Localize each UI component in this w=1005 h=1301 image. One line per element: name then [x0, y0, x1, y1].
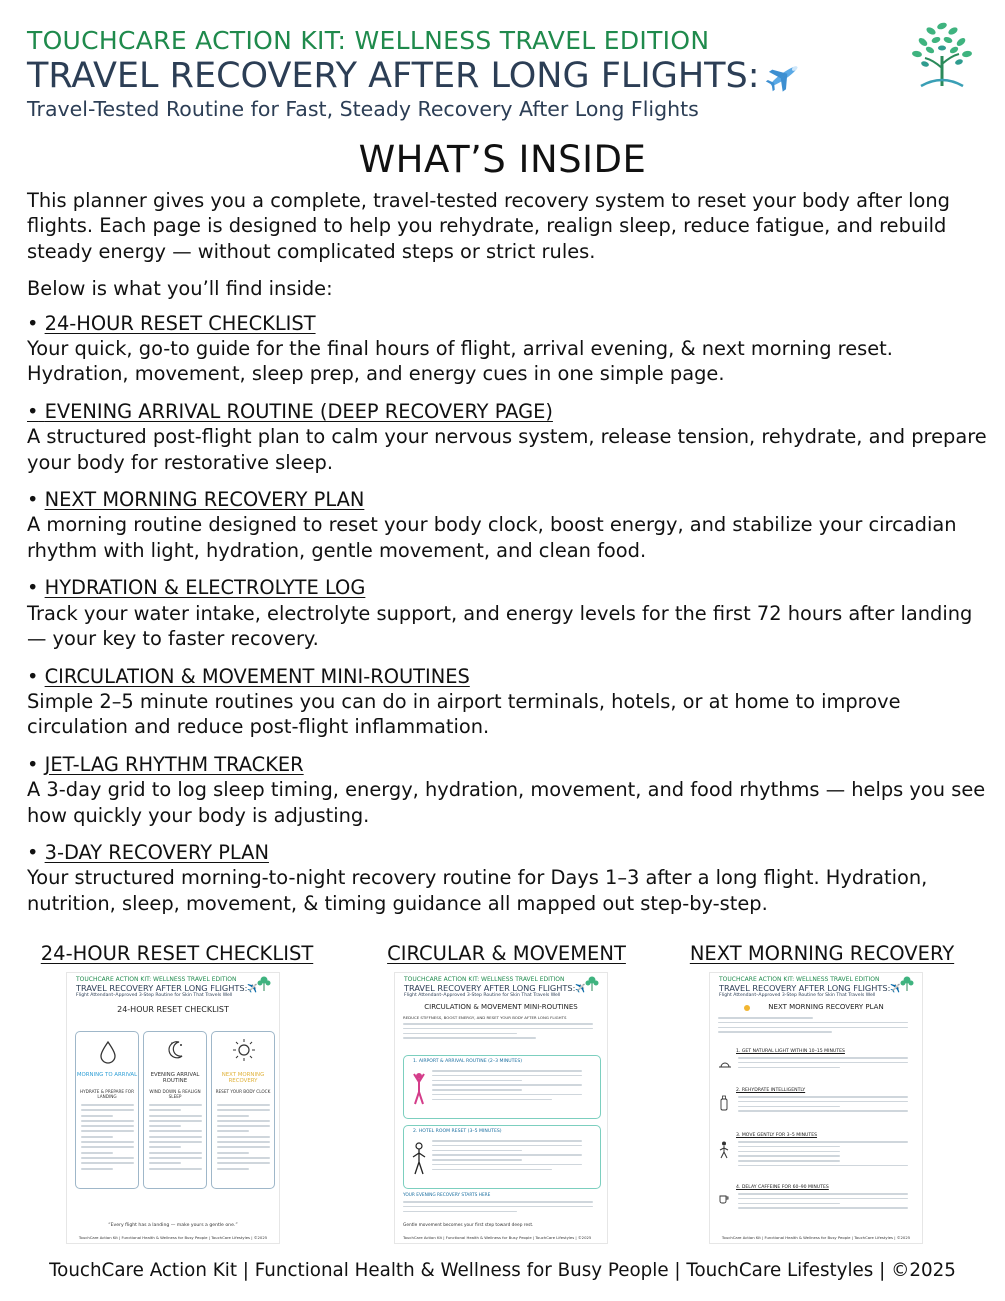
preview-thumbnails	[0, 942, 1005, 1247]
item-title: 24-HOUR RESET CHECKLIST	[44, 311, 316, 335]
yoga-figure-icon	[411, 1142, 427, 1176]
item-description: A 3-day grid to log sleep timing, energy, hydration, movement, and food rhythms — helps you see how quickly your body is adjusting.	[27, 778, 986, 827]
walking-figure-icon	[719, 1141, 729, 1159]
thumb-subtitle: Flight Attendant–Approved 3-Step Routine for Skin That Travels Well	[76, 993, 233, 998]
box-title: 1. AIRPORT & ARRIVAL ROUTINE (2–3 MINUTES)	[413, 1059, 523, 1064]
checklist-column	[75, 1031, 139, 1189]
thumb-heading: NEXT MORNING RECOVERY PLAN	[768, 1003, 884, 1011]
list-item	[27, 487, 987, 563]
item-description: Your structured morning-to-night recovery routine for Days 1–3 after a long flight. Hydration, nutrition, sleep, movement, & timing guidance all mapped out step-by-step.	[27, 866, 928, 915]
preview-page-movement	[394, 972, 608, 1244]
preview-page-morning	[709, 972, 923, 1244]
bullet: •	[27, 311, 39, 335]
bullet: •	[27, 576, 39, 600]
item-description: Your quick, go-to guide for the final hours of flight, arrival evening, & next morning reset. Hydration, movement, sleep prep, and energy cues in one simple page.	[27, 337, 893, 386]
step-title: 2. REHYDRATE INTELLIGENTLY	[736, 1088, 806, 1093]
airplane-icon	[764, 60, 804, 92]
bullet: •	[27, 664, 39, 688]
routine-box	[403, 1055, 601, 1119]
water-drop-icon	[98, 1040, 118, 1064]
main-title-text: TRAVEL RECOVERY AFTER LONG FLIGHTS:	[27, 56, 760, 96]
step-title: 4. DELAY CAFFEINE FOR 60–90 MINUTES	[736, 1185, 829, 1190]
preview-label-morning: NEXT MORNING RECOVERY	[689, 942, 955, 965]
routine-box	[403, 1125, 601, 1189]
thumb-main-title: TRAVEL RECOVERY AFTER LONG FLIGHTS:✈️	[719, 983, 901, 993]
main-title	[27, 56, 907, 96]
checklist-column	[143, 1031, 207, 1189]
thumb-intro: REDUCE STIFFNESS, BOOST ENERGY, AND RESET YOUR BODY AFTER LONG FLIGHTS	[403, 1015, 567, 1020]
item-description: A structured post-flight plan to calm your nervous system, release tension, rehydrate, and prepare your body for restorative sleep.	[27, 425, 987, 474]
list-item	[27, 399, 987, 475]
page-footer: TouchCare Action Kit | Functional Health & Wellness for Busy People | TouchCare Lifestyles | ©2025	[49, 1260, 956, 1281]
item-description: Track your water intake, electrolyte support, and energy levels for the first 72 hours after landing — your key to faster recovery.	[27, 601, 973, 651]
item-title: • EVENING ARRIVAL ROUTINE (DEEP RECOVERY PAGE)	[27, 399, 553, 423]
thumb-heading: CIRCULATION & MOVEMENT MINI-ROUTINES	[424, 1003, 578, 1011]
subtitle: Travel-Tested Routine for Fast, Steady Recovery After Long Flights	[27, 97, 699, 121]
item-description: A morning routine designed to reset your body clock, boost energy, and stabilize your circadian rhythm with light, hydration, gentle movement, and clean food.	[27, 513, 957, 562]
thumb-subtitle: Flight Attendant–Approved 3-Step Routine for Skin That Travels Well	[404, 993, 561, 998]
item-title: JET-LAG RHYTHM TRACKER	[44, 752, 304, 776]
kit-title: TOUCHCARE ACTION KIT: WELLNESS TRAVEL EDITION	[27, 26, 710, 55]
thumb-main-title: TRAVEL RECOVERY AFTER LONG FLIGHTS:✈️	[76, 983, 258, 993]
list-item	[27, 840, 987, 916]
moon-stars-icon	[166, 1038, 186, 1062]
item-title: 3-DAY RECOVERY PLAN	[44, 840, 269, 864]
thumb-subtitle: Flight Attendant–Approved 3-Step Routine for Skin That Travels Well	[719, 993, 876, 998]
preview-label-checklist: 24-HOUR RESET CHECKLIST	[40, 942, 314, 965]
checklist-column	[211, 1031, 275, 1189]
section-title: WHAT’S INSIDE	[358, 138, 647, 181]
step-title: 1. GET NATURAL LIGHT WITHIN 10–15 MINUTES	[736, 1049, 845, 1054]
column-subtitle: HYDRATE & PREPARE FOR LANDING	[79, 1089, 135, 1099]
thumb-closing: YOUR EVENING RECOVERY STARTS HERE	[403, 1193, 491, 1198]
lead-text: Below is what you’ll find inside:	[27, 277, 333, 301]
list-item	[27, 664, 987, 740]
thumb-kit-title: TOUCHCARE ACTION KIT: WELLNESS TRAVEL EDITION	[76, 976, 237, 983]
column-title: EVENING ARRIVAL ROUTINE	[150, 1072, 200, 1085]
thumb-main-title: TRAVEL RECOVERY AFTER LONG FLIGHTS:✈️	[404, 983, 586, 993]
list-item	[27, 575, 987, 651]
list-item	[27, 752, 987, 828]
coffee-cup-icon	[718, 1192, 730, 1204]
box-title: 2. HOTEL ROOM RESET (3–5 MINUTES)	[413, 1129, 502, 1134]
tree-logo-icon	[903, 16, 981, 90]
tree-logo-icon	[583, 975, 601, 992]
column-title: NEXT MORNING RECOVERY	[221, 1072, 265, 1085]
bullet: •	[27, 488, 39, 512]
list-item	[27, 311, 987, 387]
thumb-footer: TouchCare Action Kit | Functional Health & Wellness for Busy People | TouchCare Lifestyles | ©2025	[78, 1235, 268, 1240]
preview-page-checklist	[66, 972, 280, 1244]
item-title: CIRCULATION & MOVEMENT MINI-ROUTINES	[44, 664, 470, 688]
preview-label-movement: CIRCULAR & MOVEMENT	[387, 942, 626, 965]
sun-icon	[232, 1038, 256, 1062]
thumb-quote: “Every flight has a landing — make yours a gentle one.”	[108, 1223, 238, 1228]
bullet: •	[27, 752, 39, 776]
stretch-figure-icon	[412, 1072, 426, 1106]
item-title: HYDRATION & ELECTROLYTE LOG	[44, 576, 366, 600]
column-title: MORNING TO ARRIVAL	[76, 1072, 138, 1078]
thumb-footer: TouchCare Action Kit | Functional Health & Wellness for Busy People | TouchCare Lifestyles | ©2025	[403, 1235, 592, 1240]
column-subtitle: RESET YOUR BODY CLOCK	[215, 1089, 271, 1094]
bullet: •	[27, 399, 39, 423]
tree-logo-icon	[898, 975, 916, 992]
content-body	[27, 188, 987, 928]
column-subtitle: WIND DOWN & REALIGN SLEEP	[149, 1089, 201, 1099]
thumb-heading: 24-HOUR RESET CHECKLIST	[117, 1005, 229, 1014]
thumb-footer: TouchCare Action Kit | Functional Health & Wellness for Busy People | TouchCare Lifestyles | ©2025	[721, 1235, 911, 1240]
step-title: 3. MOVE GENTLY FOR 3–5 MINUTES	[736, 1133, 818, 1138]
thumb-note: Gentle movement becomes your first step toward deep rest.	[403, 1223, 534, 1228]
water-bottle-icon	[719, 1095, 729, 1111]
thumb-kit-title: TOUCHCARE ACTION KIT: WELLNESS TRAVEL EDITION	[404, 976, 565, 983]
item-description: Simple 2–5 minute routines you can do in airport terminals, hotels, or at home to improve circulation and reduce post-flight inflammation.	[27, 689, 901, 739]
item-title: NEXT MORNING RECOVERY PLAN	[44, 488, 365, 512]
tree-logo-icon	[255, 975, 273, 992]
sunrise-icon	[718, 1057, 732, 1069]
thumb-kit-title: TOUCHCARE ACTION KIT: WELLNESS TRAVEL EDITION	[719, 976, 880, 983]
bullet: •	[27, 840, 39, 864]
page-header	[27, 26, 907, 122]
intro-paragraph: This planner gives you a complete, travel-tested recovery system to reset your body after long flights. Each page is designed to help you rehydrate, realign sleep, reduce fatigue, and rebuild steady energy — without complicated steps or strict rules.	[27, 189, 950, 263]
